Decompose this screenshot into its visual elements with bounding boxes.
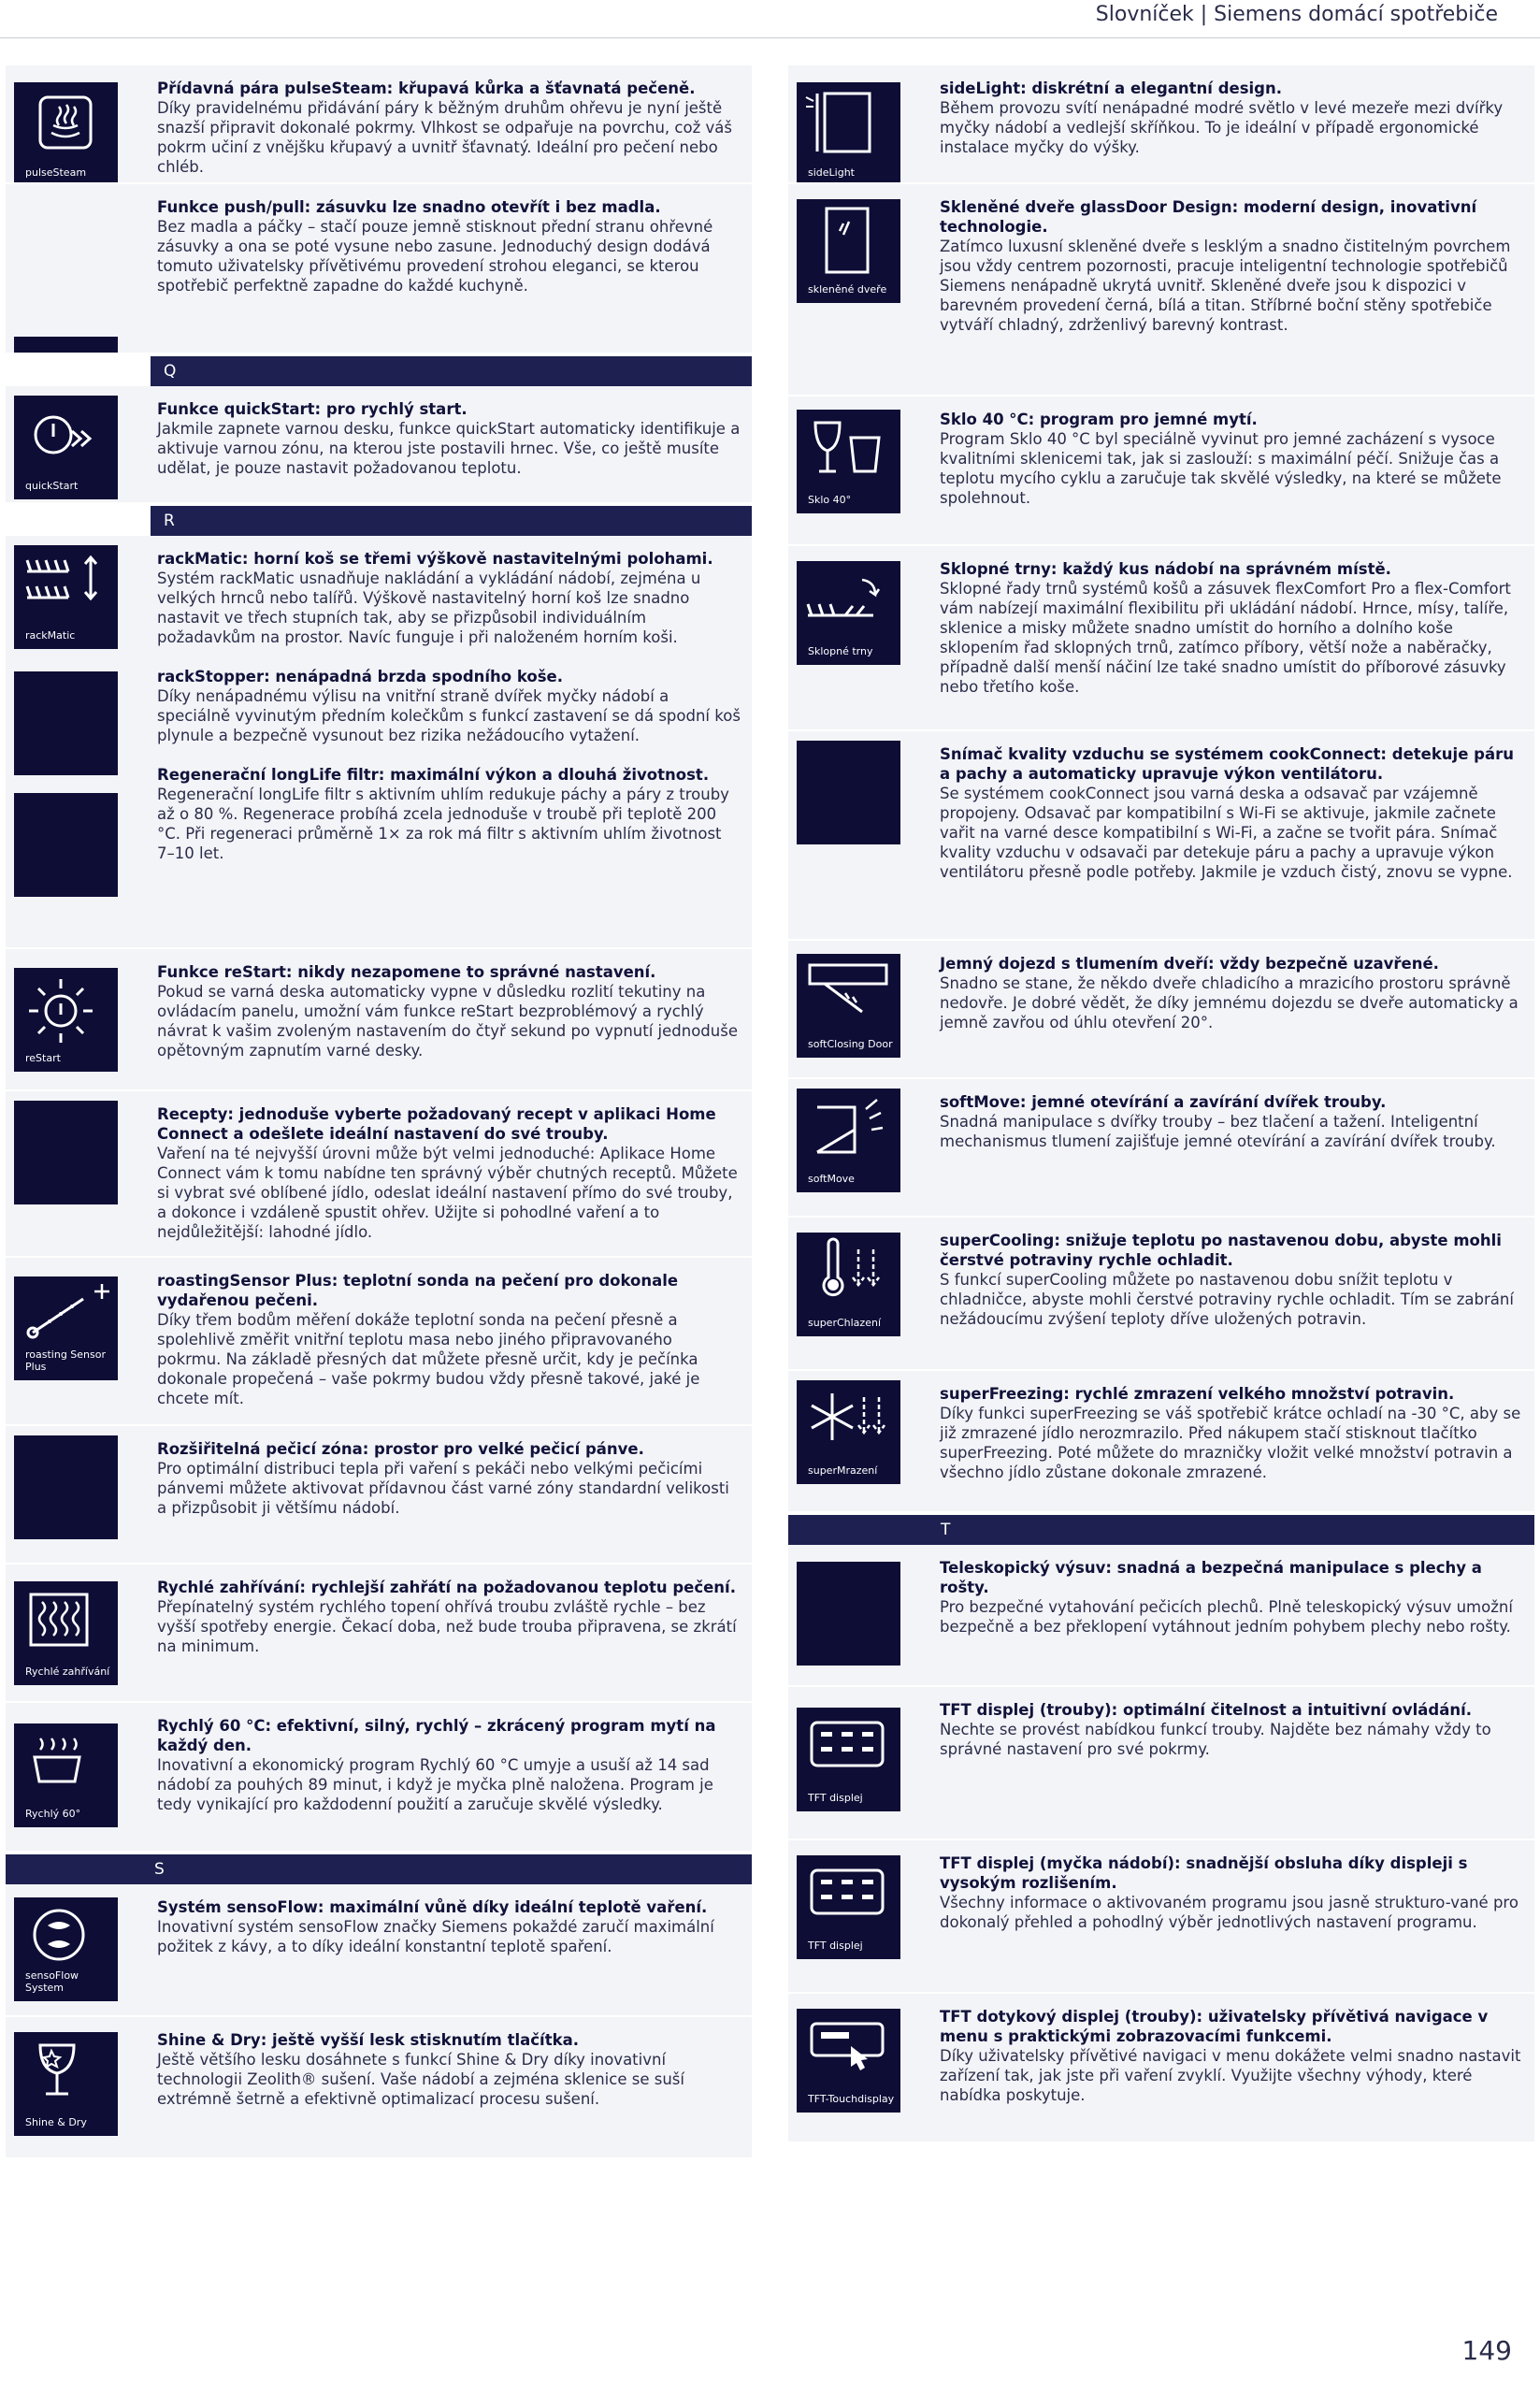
glassdoor-icon [797, 199, 900, 303]
sensoflow-icon [14, 1897, 118, 2001]
entry-title: Snímač kvality vzduchu se systémem cookConnect: detekuje páru a pachy a automaticky upravuje výkon ventilátoru. [940, 745, 1514, 783]
blank-icon-tile [14, 1435, 118, 1539]
glossary-entry-tft-dishwasher [788, 1840, 1534, 1994]
folding-tines-icon [797, 561, 900, 665]
entry-body: Ještě většího lesku dosáhnete s funkcí Shine & Dry díky inovativní technologii Zeolith® sušení. Vaše nádobí a zejména sklenice se suší extrémně šetrně a efektivně optimalizací procesu sušení. [157, 2051, 684, 2108]
glossary-entry-sensoflow [6, 1884, 752, 2017]
entry-text [940, 1700, 1523, 1759]
glossary-entry-pecici-zona [6, 1426, 752, 1565]
entry-title: rackStopper: nenápadná brzda spodního koše. [157, 668, 564, 685]
tft-touch-icon [797, 2009, 900, 2113]
entry-text [940, 79, 1523, 157]
entry-body: Snadno se stane, že někdo dveře chladicího a mrazicího prostoru správně nedovře. Je dobré vědět, že díky jemnému dojezdu se dveře automaticky a jemně zavřou od úhlu otevření 20°. [940, 974, 1518, 1031]
glossary-entry-shine-dry [6, 2017, 752, 2159]
icon-label: Rychlý 60° [25, 1808, 81, 1820]
entry-title: sideLight: diskrétní a elegantní design. [940, 79, 1283, 97]
icon-label: TFT-Touchdisplay [808, 2093, 895, 2105]
entry-text [157, 1716, 741, 1814]
icon-label: Rychlé zahřívání [25, 1666, 110, 1678]
entry-text [157, 399, 741, 478]
entry-body: Díky pravidelnému přidávání páry k běžným druhům ohřevu je nyní ještě snazší připravit dokonalé pokrmy. Vlhkost se odpařuje na povrchu, což váš pokrm učiní z vnějšku křupavý a uvnitř šťavnatý. Ideální pro pečení nebo chléb. [157, 99, 732, 176]
blank-icon-tile [797, 741, 900, 844]
glossary-entry-rychle-zahrivani [6, 1565, 752, 1703]
entry-title: Funkce reStart: nikdy nezapomene to správné nastavení. [157, 963, 656, 981]
page-header [0, 0, 1540, 38]
entry-body: S funkcí superCooling můžete po nastavenou dobu snížit teplotu v chladničce, abyste mohli čerstvé potraviny rychle ochladit. Tím se zabrání nežádoucímu zvýšení teploty dříve uložených potravin. [940, 1271, 1514, 1328]
letter-heading: T [941, 1521, 951, 1539]
entry-text [157, 1439, 741, 1518]
entry-title: Rychlé zahřívání: rychlejší zahřátí na požadovanou teplotu pečení. [157, 1579, 736, 1596]
entry-text [940, 2007, 1523, 2105]
entry-text [157, 549, 741, 863]
entry-body: Inovativní a ekonomický program Rychlý 60 °C umyje a usuší až 14 sad nádobí za pouhých 89 minut, i když je myčka plně naložena. Program je tedy vynikající pro každodenní použití a zaručuje skvělé výsledky. [157, 1756, 713, 1813]
icon-label: superMrazení [808, 1464, 878, 1477]
entry-title: Přídavná pára pulseSteam: křupavá kůrka a šťavnatá pečeně. [157, 79, 696, 97]
entry-body: Inovativní systém sensoFlow značky Siemens pokaždé zaručí maximální požitek z kávy, a to díky ideální konstantní teplotě spaření. [157, 1918, 714, 1955]
icon-label: sideLight [808, 166, 855, 179]
glossary-entry-tft-touch [788, 1994, 1534, 2143]
letter-bar [151, 506, 752, 536]
entry-title: TFT displej (myčka nádobí): snadnější obsluha díky displeji s vysokým rozlišením. [940, 1854, 1468, 1892]
entry-text [940, 744, 1523, 882]
entry-text [940, 1384, 1523, 1482]
icon-label: Sklopné trny [808, 645, 873, 657]
sidelight-icon [797, 82, 900, 184]
right-column [788, 65, 1534, 2143]
entry-title: Rozšiřitelná pečicí zóna: prostor pro velké pečicí pánve. [157, 1440, 644, 1458]
entry-title: superCooling: snižuje teplotu po nastavenou dobu, abyste mohli čerstvé potraviny rychle ochladit. [940, 1232, 1502, 1269]
tft-dishwasher-icon [797, 1855, 900, 1959]
entry-text [157, 1104, 741, 1242]
letter-heading: S [154, 1860, 165, 1879]
glossary-entry-rackmatic [6, 536, 752, 949]
rapidheat-icon [14, 1581, 118, 1685]
left-column [6, 65, 752, 2159]
glossary-entry-rychly-60 [6, 1703, 752, 1853]
entry-title: TFT displej (trouby): optimální čitelnost a intuitivní ovládání. [940, 1701, 1473, 1719]
glossary-entry-sklo-40 [788, 397, 1534, 546]
entry-text [940, 1092, 1523, 1151]
header-title: Slovníček | Siemens domácí spotřebiče [1095, 3, 1498, 26]
entry-body: Snadná manipulace s dvířky trouby – bez tlačení a tažení. Inteligentní mechanismus tlumení zajišťuje jemné otevírání a zavírání dvířek trouby. [940, 1113, 1496, 1150]
glossary-entry-restart [6, 949, 752, 1091]
entry-title: Jemný dojezd s tlumením dveří: vždy bezpečně uzavřené. [940, 955, 1439, 973]
glossary-entry-roastingsensor [6, 1258, 752, 1426]
entry-body: Zatímco luxusní skleněné dveře s lesklým a snadno čistitelným povrchem jsou vždy centrem pozornosti, pracuje inteligentní technologie spotřebičů Siemens nenápadně ukrytá uvnitř. Skleněné dveře jsou k dispozici v barevném provedení černá, bílá a titan. Stříbrné boční stěny spotřebiče vytváří chladný, zdrženlivý barevný kontrast. [940, 238, 1511, 334]
letter-bar [788, 1515, 1534, 1545]
blank-icon-tile [14, 793, 118, 897]
entry-title: rackMatic: horní koš se třemi výškově nastavitelnými polohami. [157, 550, 713, 568]
softclosing-icon [797, 954, 900, 1058]
entry-text [940, 559, 1523, 697]
entry-title: Shine & Dry: ještě vyšší lesk stisknutím tlačítka. [157, 2031, 579, 2049]
entry-title: Sklo 40 °C: program pro jemné mytí. [940, 411, 1258, 428]
entry-text [157, 1271, 741, 1408]
pulsesteam-icon [14, 82, 118, 184]
entry-title: Skleněné dveře glassDoor Design: moderní design, inovativní technologie. [940, 198, 1477, 236]
entry-body: Systém rackMatic usnadňuje nakládání a vykládání nádobí, zejména u velkých hrnců nebo talířů. Výškově nastavitelný horní koš lze snadno nastavit ve třech stupních tak, aby se přizpůsobil individuálním požadavkům na prostor. Navíc funguje i při naloženém horním koši. [157, 570, 701, 646]
entry-text [157, 1578, 741, 1656]
entry-body: Nechte se provést nabídkou funkcí trouby. Najděte bez námahy vždy to správné nastavení pro své pokrmy. [940, 1721, 1491, 1758]
entry-body: Se systémem cookConnect jsou varná deska a odsavač par vzájemně propojeny. Odsavač par kompatibilní s Wi-Fi se aktivuje, jakmile začnete vařit na varné desce kompatibilní s Wi-Fi, a začne se tvořit pára. Snímač kvality vzduchu v odsavači par detekuje páru a pachy a upravuje výkon ventilátoru přesně podle potřeby. Jakmile je vzduch čistý, znovu se vypne. [940, 785, 1513, 881]
glossary-entry-teleskopicky-vysuv [788, 1545, 1534, 1687]
icon-label: TFT displej [808, 1792, 863, 1804]
icon-label: superChlazení [808, 1317, 881, 1329]
entry-text [157, 197, 741, 296]
letter-bar-q [6, 354, 752, 386]
glossary-entry-softclosing [788, 941, 1534, 1079]
icon-label: reStart [25, 1052, 61, 1064]
entry-title: roastingSensor Plus: teplotní sonda na pečení pro dokonale vydařenou pečeni. [157, 1272, 679, 1309]
entry-title: TFT dotykový displej (trouby): uživatelsky přívětivá navigace v menu s praktickými zobrazovacími funkcemi. [940, 2008, 1489, 2045]
blank-icon-tile [14, 337, 118, 354]
entry-title: Recepty: jednoduše vyberte požadovaný recept v aplikaci Home Connect a odešlete ideální nastavení do své trouby. [157, 1105, 716, 1143]
entry-body: Díky funkci superFreezing se váš spotřebič krátce ochladí na -30 °C, aby se již zmrazené jídlo nerozmrazilo. Před nákupem stačí stisknout tlačítko superFreezing. Poté můžete do mrazničky vložit velké množství potravin a všechno jídlo zůstane dokonale zmrazené. [940, 1405, 1521, 1481]
entry-title: Regenerační longLife filtr: maximální výkon a dlouhá životnost. [157, 766, 710, 784]
glossary-entry-supercooling [788, 1218, 1534, 1371]
entry-body: Díky uživatelsky přívětivé navigaci v menu dokážete velmi snadno nastavit zařízení tak, jak jste při vaření zvyklí. Využijte všechny výhody, které nabídka poskytuje. [940, 2047, 1521, 2104]
roastingsensor-icon [14, 1276, 118, 1380]
entry-text [940, 197, 1523, 335]
entry-title: Rychlý 60 °C: efektivní, silný, rychlý – zkrácený program mytí na každý den. [157, 1717, 716, 1754]
entry-body: Všechny informace o aktivovaném programu jsou jasně strukturo-vané pro dokonalý přehled a pohodlný výběr jednotlivých nastavení programu. [940, 1894, 1518, 1931]
entry-body: Sklopné řady trnů systémů košů a zásuvek flexComfort Pro a flex-Comfort vám nabízejí maximální flexibilitu při ukládání nádobí. Hrnce, mísy, talíře, sklenice a misky můžete snadno umístit do horního a dolního koše sklopením řad sklopných trnů, zatímco příbory, větší nože a naběračky, případně další menší náčiní lze také snadno umístit do příborové zásuvky nebo třetího koše. [940, 580, 1511, 696]
entry-text [157, 1897, 741, 1956]
quickstart-icon [14, 396, 118, 499]
icon-label: quickStart [25, 480, 79, 492]
icon-label: TFT displej [808, 1940, 863, 1952]
entry-title: softMove: jemné otevírání a zavírání dvířek trouby. [940, 1093, 1387, 1111]
glossary-entry-tft-oven [788, 1687, 1534, 1840]
softmove-icon [797, 1089, 900, 1192]
page-number: 149 [1461, 2335, 1512, 2366]
entry-title: Teleskopický výsuv: snadná a bezpečná manipulace s plechy a rošty. [940, 1559, 1482, 1596]
entry-text [940, 1558, 1523, 1637]
glossary-entry-push-pull [6, 184, 752, 354]
glossary-entry-pulsesteam [6, 65, 752, 184]
entry-body: Během provozu svítí nenápadné modré světlo v levé mezeře mezi dvířky myčky nádobí a vedlejší skříňkou. To je ideální v případě ergonomické instalace myčky do výšky. [940, 99, 1504, 156]
icon-label: roasting Sensor Plus [25, 1348, 107, 1373]
entry-text [157, 962, 741, 1060]
rackmatic-icon [14, 545, 118, 649]
letter-bar-t [788, 1513, 1534, 1545]
letter-heading: Q [164, 362, 177, 381]
entry-body: Díky třem bodům měření dokáže teplotní sonda na pečení přesně a spolehlivě změřit vnitřní teplotu masa nebo jiného připravovaného pokrmu. Na základě přesných dat můžete přesně určit, kdy je pečínka dokonale propečená – vaše pokrmy budou vždy přesně takové, jaké je chcete mít. [157, 1311, 700, 1407]
letter-bar-s [6, 1853, 752, 1884]
entry-title: Funkce quickStart: pro rychlý start. [157, 400, 468, 418]
glossary-entry-recepty [6, 1091, 752, 1258]
entry-text [940, 1853, 1523, 1932]
entry-text [157, 2030, 741, 2109]
letter-heading: R [164, 512, 175, 530]
icon-label: softMove [808, 1173, 855, 1185]
entry-title: Systém sensoFlow: maximální vůně díky ideální teplotě vaření. [157, 1898, 708, 1916]
entry-body: Jakmile zapnete varnou desku, funkce quickStart automaticky identifikuje a aktivuje varnou zónu, na kterou jste postavili hrnec. Vše, co ještě musíte udělat, je pouze nastavit požadovanou teplotu. [157, 420, 741, 477]
entry-body: Vaření na té nejvyšší úrovni může být velmi jednoduché: Aplikace Home Connect vám k tomu nabídne ten správný výběr chutných receptů. Můžete si vybrat své oblíbené jídlo, odeslat ideální nastavení přímo do své trouby, a dokonce i vzdáleně spustit ohřev. Užijte si pohodlné vaření a to nejdůležitější: lahodné jídlo. [157, 1145, 738, 1241]
entry-body: Regenerační longLife filtr s aktivním uhlím redukuje páchy a páry z trouby až o 80 %. Regenerace probíhá zcela jednoduše v troubě při teplotě 200 °C. Při regeneraci průměrně 1× za rok má filtr s aktivním uhlím životnost 7–10 let. [157, 786, 729, 862]
letter-bar [6, 1854, 752, 1884]
entry-text [940, 1231, 1523, 1329]
glossary-entry-cookconnect [788, 731, 1534, 941]
quick60-icon [14, 1723, 118, 1827]
entry-body: Bez madla a páčky – stačí pouze jemně stisknout přední stranu ohřevné zásuvky a ona se poté vysune nebo zasune. Jednoduchý design dodává tomuto uživatelsky přívětivému provedení strohou eleganci, se kterou spotřebič perfektně zapadne do každé kuchyně. [157, 218, 713, 295]
icon-label: pulseSteam [25, 166, 87, 179]
entry-text [940, 410, 1523, 508]
entry-body: Pro bezpečné vytahování pečicích plechů. Plně teleskopický výsuv umožní bezpečně a bez překlopení vytáhnout jedním pohybem plechy nebo rošty. [940, 1598, 1513, 1636]
superfreezing-icon [797, 1380, 900, 1484]
icon-label: rackMatic [25, 629, 76, 642]
entry-body: Pro optimální distribuci tepla při vaření s pekáči nebo velkými pečicími pánvemi můžete aktivovat přídavnou část varné zóny standardní velikosti a přizpůsobit ji většímu nádobí. [157, 1460, 729, 1517]
entry-body: Pokud se varná deska automaticky vypne v důsledku rozlití tekutiny na ovládacím panelu, umožní vám funkce reStart bezproblémový a rychlý návrat k vašim zvoleným nastavením do čtyř sekund po vypnutí jednoduše opětovným zapnutím varné desky. [157, 983, 738, 1060]
supercooling-icon [797, 1233, 900, 1336]
blank-icon-tile [14, 671, 118, 775]
glass40-icon [797, 410, 900, 513]
entry-body: Přepínatelný systém rychlého topení ohřívá troubu zvláště rychle – bez vyšší spotřeby energie. Čekací doba, než bude trouba připravena, se zkrátí na minimum. [157, 1598, 737, 1655]
restart-icon [14, 968, 118, 1072]
icon-label: softClosing Door [808, 1038, 893, 1050]
blank-icon-tile [14, 1101, 118, 1204]
blank-icon-tile [797, 1562, 900, 1666]
glossary-entry-glassdoor [788, 184, 1534, 397]
glossary-entry-sklopne-trny [788, 546, 1534, 731]
letter-bar-r [6, 504, 752, 536]
entry-body: Program Sklo 40 °C byl speciálně vyvinut pro jemné zacházení s vysoce kvalitními sklenicemi tak, jak si zaslouží: s maximální péčí. Snižuje čas a teplotu mycího cyklu a zaručuje tak skvělé výsledky, na které se můžete spolehnout. [940, 430, 1502, 507]
tft-oven-icon [797, 1708, 900, 1811]
icon-label: skleněné dveře [808, 283, 887, 296]
glossary-entry-superfreezing [788, 1371, 1534, 1513]
glossary-entry-sidelight [788, 65, 1534, 184]
glossary-entry-softmove [788, 1079, 1534, 1218]
icon-label: sensoFlow System [25, 1969, 79, 1994]
letter-bar [151, 356, 752, 386]
entry-body: Díky nenápadnému výlisu na vnitřní straně dvířek myčky nádobí a speciálně vyvinutým předním kolečkům s funkcí zastavení se dá spodní koš plynule a bezpečně vysunout bez rizika nežádoucího vytažení. [157, 687, 741, 744]
glossary-entry-quickstart [6, 386, 752, 504]
icon-label: Shine & Dry [25, 2116, 87, 2128]
icon-label: Sklo 40° [808, 494, 852, 506]
entry-title: Sklopné trny: každý kus nádobí na správném místě. [940, 560, 1391, 578]
entry-title: superFreezing: rychlé zmrazení velkého množství potravin. [940, 1385, 1455, 1403]
shinedry-icon [14, 2032, 118, 2136]
entry-title: Funkce push/pull: zásuvku lze snadno otevřít i bez madla. [157, 198, 661, 216]
entry-text [940, 954, 1523, 1032]
entry-text [157, 79, 741, 177]
